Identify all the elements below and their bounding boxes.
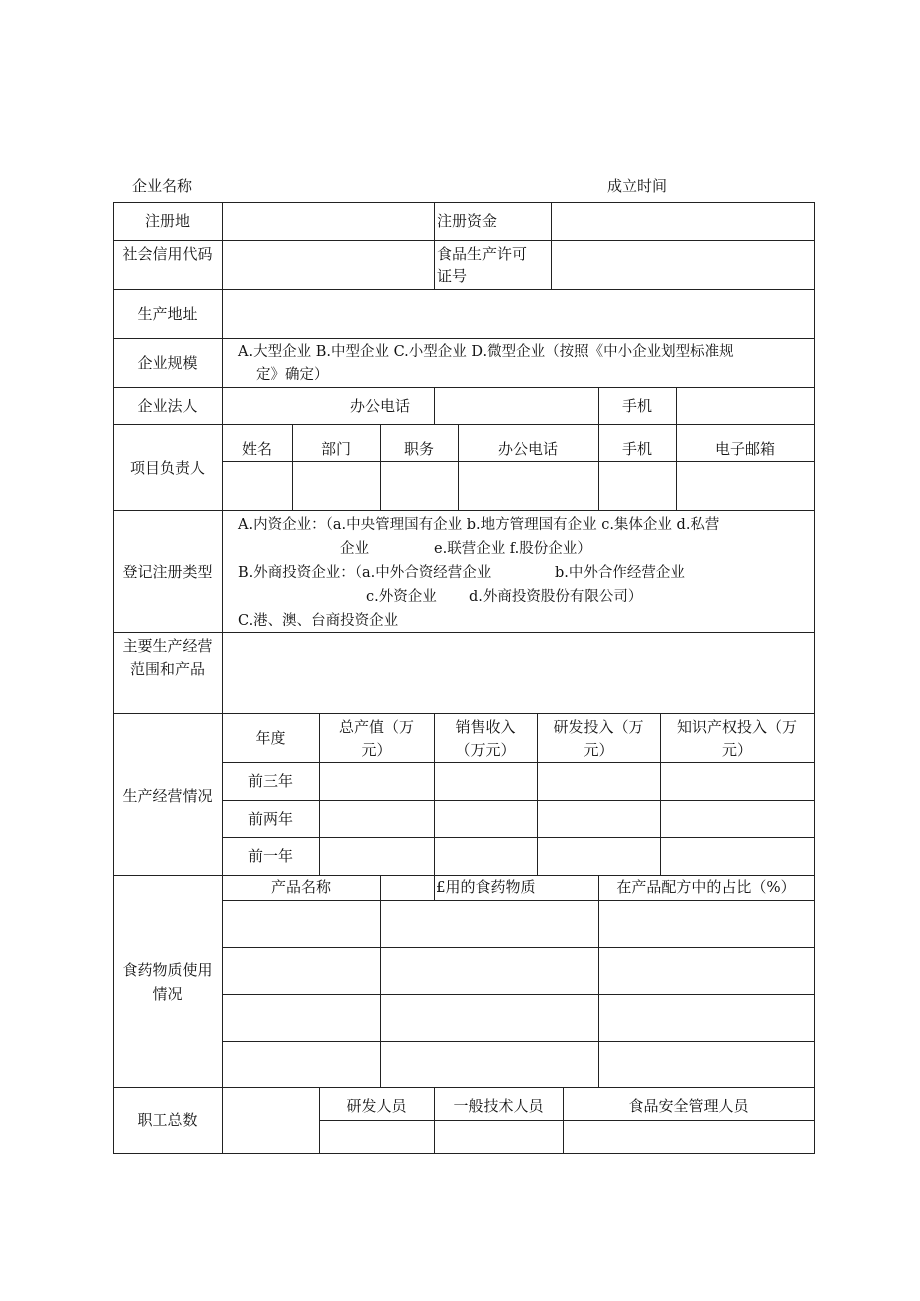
table-border — [113, 1153, 815, 1154]
company-name-label: 企业名称 — [132, 177, 193, 195]
project-leader-label: 项目负责人 — [129, 459, 205, 477]
mobile-label: 手机 — [621, 397, 652, 415]
row-divider — [113, 510, 815, 511]
food-safety-staff-header: 食品安全管理人员 — [628, 1097, 749, 1115]
col-name: 姓名 — [241, 440, 272, 458]
enterprise-scale-options-line1: A.大型企业 B.中型企业 C.小型企业 D.微型企业（按照《中小企业划型标准规 — [238, 344, 734, 360]
row-divider — [222, 994, 815, 995]
year-header: 年度 — [255, 729, 286, 747]
label-column-divider — [222, 202, 223, 1154]
col-office-phone: 办公电话 — [497, 440, 558, 458]
office-phone-label: 办公电话 — [350, 397, 411, 415]
credit-code-label: 社会信用代码 — [122, 245, 213, 263]
product-name-header: 产品名称 — [270, 878, 331, 896]
column-divider — [434, 202, 435, 289]
rd-input-header-l2: 元） — [583, 741, 614, 759]
row-divider — [222, 762, 815, 763]
column-divider — [598, 875, 599, 1087]
food-license-label-line2: 证号 — [437, 267, 468, 285]
row-divider — [113, 240, 815, 241]
used-substances-header: £用的食药物质 — [436, 878, 536, 896]
operations-label: 生产经营情况 — [122, 787, 213, 805]
table-border — [113, 202, 815, 203]
sales-header-l1: 销售收入 — [455, 718, 516, 736]
row-divider — [222, 800, 815, 801]
registration-option-b-d: d.外商投资股份有限公司） — [469, 589, 643, 605]
row-divider — [113, 424, 815, 425]
rd-staff-header: 研发人员 — [346, 1097, 407, 1115]
production-address-label: 生产地址 — [137, 305, 198, 323]
column-divider — [434, 387, 435, 424]
row-divider — [319, 1120, 815, 1121]
sales-header-l2: （万元） — [455, 741, 516, 759]
substances-label-line2: 情况 — [152, 985, 183, 1003]
tech-staff-header: 一般技术人员 — [453, 1097, 544, 1115]
total-staff-label: 职工总数 — [137, 1111, 198, 1129]
row-divider — [222, 947, 815, 948]
table-border — [814, 202, 815, 1154]
col-email: 电子邮箱 — [714, 440, 775, 458]
ip-input-header-l2: 元） — [721, 741, 752, 759]
row-divider — [113, 338, 815, 339]
enterprise-scale-label: 企业规模 — [137, 354, 198, 372]
row-divider — [222, 1041, 815, 1042]
registration-option-a-cont2: e.联营企业 f.股份企业） — [434, 541, 592, 557]
business-scope-label-line1: 主要生产经营 — [122, 637, 213, 655]
column-divider — [380, 875, 381, 1087]
row-divider — [113, 387, 815, 388]
ip-input-header-l1: 知识产权投入（万 — [676, 718, 797, 736]
row-divider — [113, 713, 815, 714]
formula-ratio-header: 在产品配方中的占比（%） — [616, 878, 796, 896]
row-divider — [113, 1087, 815, 1088]
registration-option-a: A.内资企业：（a.中央管理国有企业 b.地方管理国有企业 c.集体企业 d.私营 — [238, 517, 720, 533]
row-divider — [222, 837, 815, 838]
food-license-label-line1: 食品生产许可 — [437, 245, 528, 263]
col-mobile: 手机 — [621, 440, 652, 458]
registered-address-label: 注册地 — [144, 212, 190, 230]
row-divider — [113, 289, 815, 290]
registered-capital-label: 注册资金 — [437, 212, 498, 230]
legal-person-label: 企业法人 — [137, 397, 198, 415]
row-divider — [222, 461, 815, 462]
column-divider — [551, 202, 552, 289]
year-row-1: 前一年 — [247, 847, 293, 865]
rd-input-header-l1: 研发投入（万 — [553, 718, 644, 736]
registration-option-b-c: c.外资企业 — [366, 589, 437, 605]
registration-type-label: 登记注册类型 — [122, 563, 213, 581]
col-department: 部门 — [320, 440, 351, 458]
total-output-header-l2: 元） — [361, 741, 392, 759]
substances-label-line1: 食药物质使用 — [122, 961, 213, 979]
column-divider — [434, 875, 435, 900]
row-divider — [113, 632, 815, 633]
column-divider — [676, 387, 677, 424]
business-scope-label-line2: 范围和产品 — [129, 660, 205, 678]
established-date-label: 成立时间 — [607, 177, 668, 195]
row-divider — [222, 900, 815, 901]
enterprise-scale-options-line2: 定》确定） — [256, 367, 329, 383]
registration-option-b: B.外商投资企业：（a.中外合资经营企业 — [238, 565, 492, 581]
registration-option-c: C.港、澳、台商投资企业 — [238, 613, 399, 629]
total-output-header-l1: 总产值（万 — [338, 718, 414, 736]
year-row-3: 前三年 — [247, 772, 293, 790]
registration-option-b-cont: b.中外合作经营企业 — [555, 565, 685, 581]
year-row-2: 前两年 — [247, 810, 293, 828]
col-position: 职务 — [403, 440, 434, 458]
registration-option-a-cont: 企业 — [340, 541, 369, 557]
